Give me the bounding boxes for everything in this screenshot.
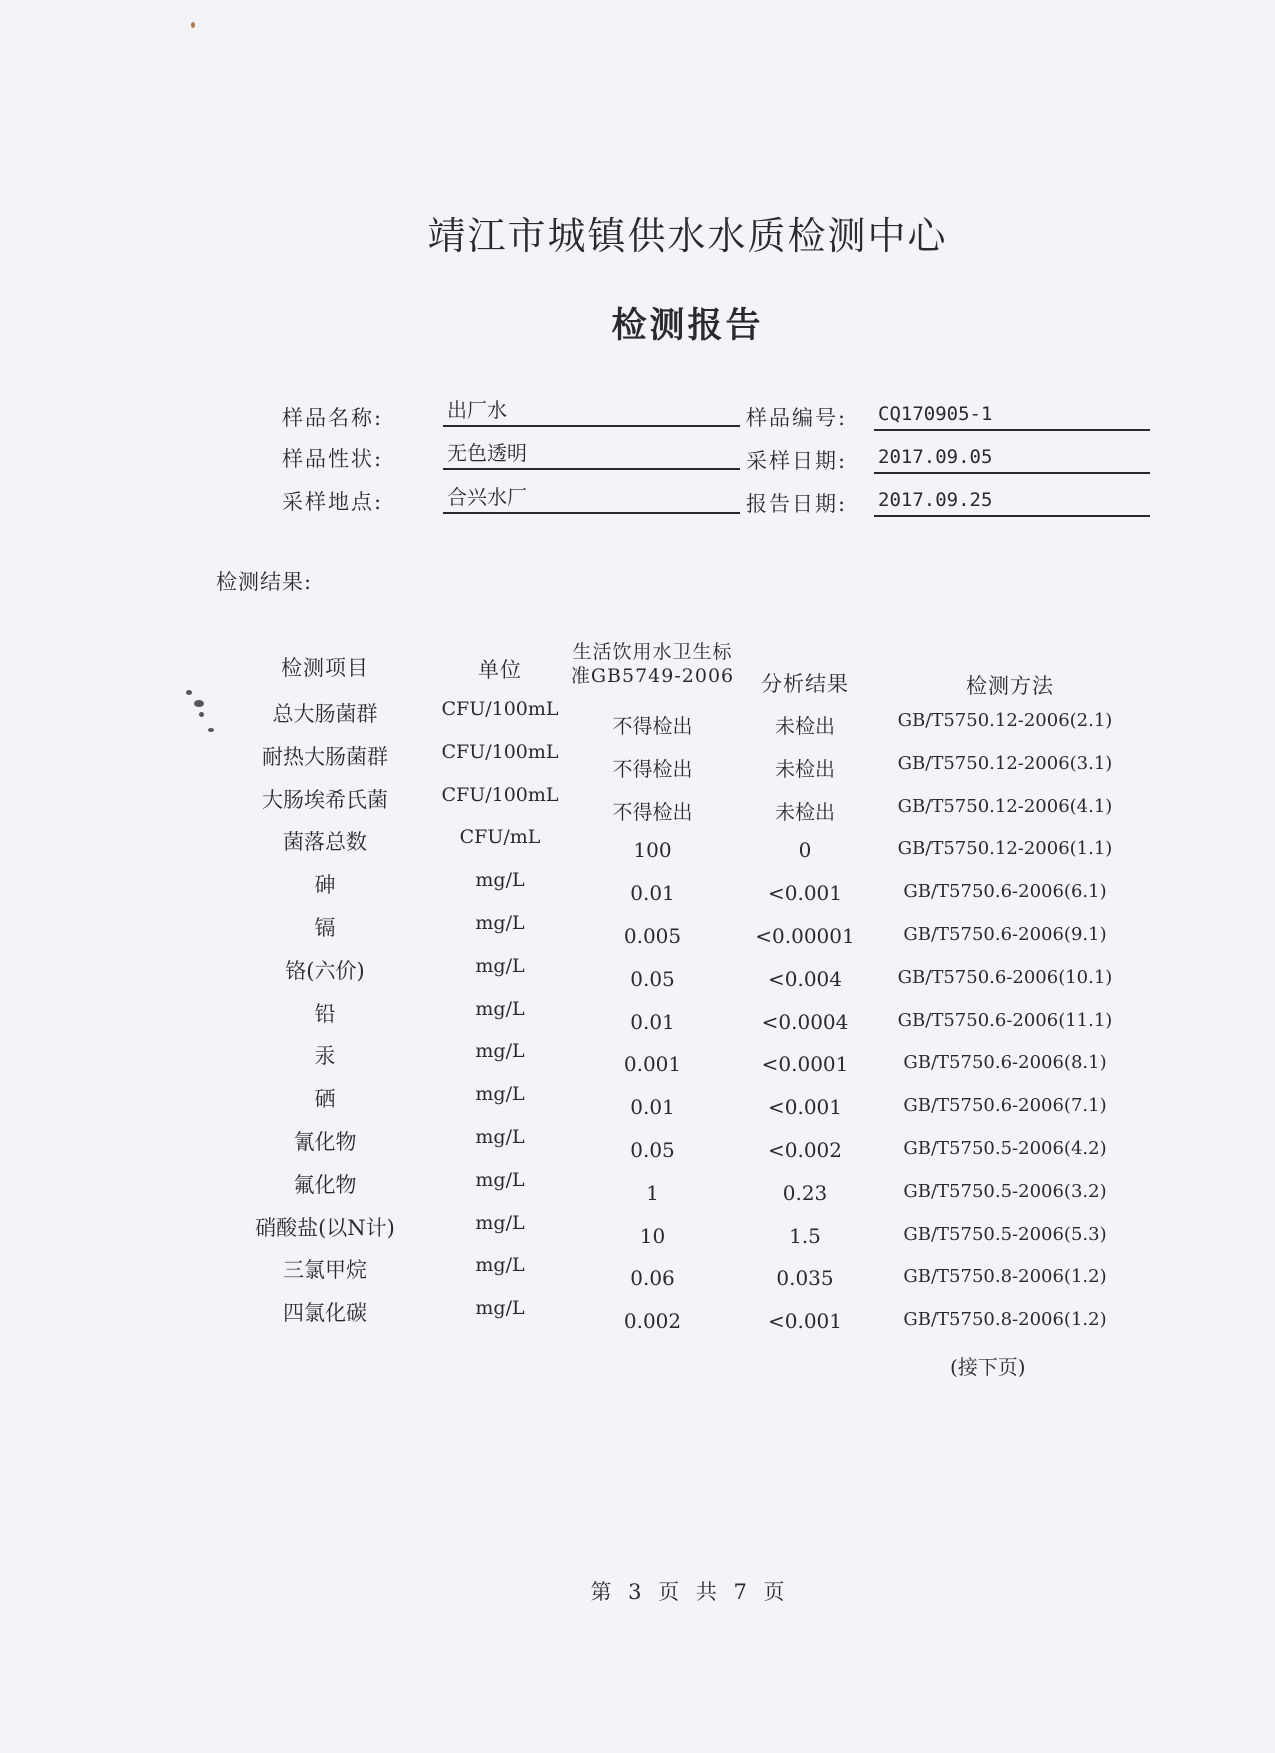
cell-unit: mg/L <box>475 1254 525 1277</box>
table-row <box>0 698 1275 738</box>
header-standard-line1: 生活饮用水卫生标 <box>572 641 733 663</box>
page-footer: 第 3 页 共 7 页 <box>590 1580 785 1604</box>
cell-item: 三氯甲烷 <box>283 1258 367 1283</box>
cell-item: 耐热大肠菌群 <box>262 744 388 769</box>
table-row <box>0 1254 1275 1294</box>
scan-speck <box>186 690 192 695</box>
cell-standard: 不得检出 <box>612 756 693 781</box>
continued-note: (接下页) <box>950 1355 1026 1379</box>
cell-item: 四氯化碳 <box>283 1301 367 1326</box>
sample-name-label: 样品名称: <box>282 406 384 430</box>
cell-result: 0.035 <box>776 1266 834 1291</box>
sample-no-value: CQ170905-1 <box>874 401 1150 431</box>
cell-unit: CFU/100mL <box>441 698 559 720</box>
cell-standard: 0.001 <box>623 1052 682 1077</box>
cell-method: GB/T5750.6-2006(7.1) <box>903 1095 1107 1117</box>
cell-result: <0.004 <box>767 966 842 991</box>
table-row <box>0 912 1275 952</box>
cell-standard: 0.05 <box>630 1138 675 1162</box>
table-row <box>0 1297 1275 1337</box>
header-unit: 单位 <box>478 658 522 682</box>
cell-result: 1.5 <box>789 1223 821 1248</box>
organization-title: 靖江市城镇供水水质检测中心 <box>427 214 948 258</box>
scan-speck <box>194 700 204 707</box>
cell-item: 菌落总数 <box>283 830 367 855</box>
cell-unit: mg/L <box>475 997 525 1020</box>
cell-method: GB/T5750.12-2006(4.1) <box>897 795 1113 817</box>
cell-item: 镉 <box>314 916 336 940</box>
cell-result: 0 <box>798 838 812 863</box>
cell-unit: CFU/100mL <box>441 783 559 806</box>
table-row <box>0 826 1275 866</box>
sampling-site-value: 合兴水厂 <box>443 484 740 514</box>
cell-standard: 10 <box>639 1223 666 1248</box>
cell-result: <0.0004 <box>761 1009 849 1034</box>
cell-item: 氟化物 <box>293 1172 357 1197</box>
cell-standard: 0.01 <box>630 1009 675 1034</box>
scan-speck <box>191 22 195 28</box>
cell-result: <0.002 <box>767 1138 842 1162</box>
cell-result: <0.001 <box>767 881 842 906</box>
cell-method: GB/T5750.6-2006(11.1) <box>897 1009 1113 1031</box>
table-row <box>0 1083 1275 1123</box>
cell-standard: 0.005 <box>623 924 682 948</box>
scan-speck <box>208 728 214 732</box>
cell-item: 铬(六价) <box>285 958 365 983</box>
sample-name-value: 出厂水 <box>443 397 740 427</box>
cell-result: 未检出 <box>775 756 835 781</box>
cell-unit: CFU/mL <box>459 826 541 849</box>
cell-method: GB/T5750.12-2006(1.1) <box>897 838 1113 860</box>
cell-unit: mg/L <box>475 1126 525 1148</box>
cell-unit: mg/L <box>475 869 525 892</box>
cell-result: <0.001 <box>767 1095 842 1120</box>
cell-result: <0.0001 <box>761 1052 849 1077</box>
cell-standard: 0.002 <box>623 1309 682 1334</box>
cell-unit: mg/L <box>475 1040 525 1063</box>
cell-unit: mg/L <box>475 912 525 934</box>
cell-method: GB/T5750.12-2006(3.1) <box>897 752 1113 774</box>
cell-standard: 0.06 <box>630 1266 675 1291</box>
cell-method: GB/T5750.8-2006(1.2) <box>903 1309 1107 1331</box>
cell-unit: mg/L <box>475 1297 525 1320</box>
cell-item: 硝酸盐(以N计) <box>255 1215 395 1240</box>
cell-standard: 0.05 <box>630 966 675 991</box>
cell-item: 总大肠菌群 <box>272 702 378 726</box>
table-row <box>0 869 1275 909</box>
header-item: 检测项目 <box>281 656 369 680</box>
sampling-site-label: 采样地点: <box>282 490 384 514</box>
cell-unit: mg/L <box>475 1168 525 1191</box>
table-row <box>0 998 1275 1038</box>
cell-method: GB/T5750.5-2006(4.2) <box>903 1138 1107 1159</box>
cell-item: 砷 <box>314 873 336 898</box>
table-row <box>0 955 1275 995</box>
cell-item: 硒 <box>314 1087 336 1112</box>
cell-method: GB/T5750.8-2006(1.2) <box>903 1266 1107 1288</box>
cell-unit: mg/L <box>475 1083 525 1106</box>
header-standard-line2: 准GB5749-2006 <box>570 665 735 687</box>
cell-method: GB/T5750.12-2006(2.1) <box>897 710 1113 731</box>
table-row <box>0 784 1275 824</box>
sampling-date-value: 2017.09.05 <box>874 444 1150 474</box>
report-date-label: 报告日期: <box>746 492 848 516</box>
header-result: 分析结果 <box>761 672 849 696</box>
cell-unit: CFU/100mL <box>441 740 559 763</box>
cell-item: 氰化物 <box>293 1130 357 1154</box>
cell-result: <0.00001 <box>755 924 855 948</box>
sample-state-label: 样品性状: <box>282 447 384 471</box>
cell-method: GB/T5750.5-2006(5.3) <box>903 1223 1107 1245</box>
cell-result: 0.23 <box>782 1180 828 1205</box>
table-row <box>0 741 1275 781</box>
cell-result: <0.001 <box>767 1309 842 1334</box>
table-row <box>0 1040 1275 1080</box>
report-date-value: 2017.09.25 <box>874 487 1150 517</box>
table-row <box>0 1126 1275 1166</box>
cell-standard: 不得检出 <box>612 799 693 824</box>
cell-method: GB/T5750.6-2006(6.1) <box>903 881 1107 903</box>
sample-no-label: 样品编号: <box>746 406 848 430</box>
cell-method: GB/T5750.6-2006(10.1) <box>897 966 1113 988</box>
sampling-date-label: 采样日期: <box>746 449 848 473</box>
cell-standard: 100 <box>633 838 672 863</box>
header-method: 检测方法 <box>966 674 1054 698</box>
table-row <box>0 1212 1275 1252</box>
sample-state-value: 无色透明 <box>443 440 740 470</box>
report-title: 检测报告 <box>611 305 764 346</box>
results-label: 检测结果: <box>216 570 313 594</box>
cell-item: 汞 <box>314 1044 336 1069</box>
cell-result: 未检出 <box>775 714 835 738</box>
cell-standard: 0.01 <box>630 881 675 906</box>
cell-unit: mg/L <box>475 954 525 977</box>
cell-standard: 0.01 <box>630 1095 675 1120</box>
scan-speck <box>199 712 204 717</box>
cell-method: GB/T5750.6-2006(8.1) <box>903 1052 1107 1074</box>
cell-standard: 1 <box>646 1180 659 1205</box>
cell-method: GB/T5750.6-2006(9.1) <box>903 924 1107 945</box>
cell-item: 铅 <box>314 1001 336 1026</box>
cell-item: 大肠埃希氏菌 <box>262 787 388 812</box>
table-row <box>0 1169 1275 1209</box>
cell-standard: 不得检出 <box>612 714 693 738</box>
cell-method: GB/T5750.5-2006(3.2) <box>903 1180 1107 1202</box>
cell-unit: mg/L <box>475 1211 525 1234</box>
cell-result: 未检出 <box>775 799 835 824</box>
header-standard <box>545 640 760 688</box>
